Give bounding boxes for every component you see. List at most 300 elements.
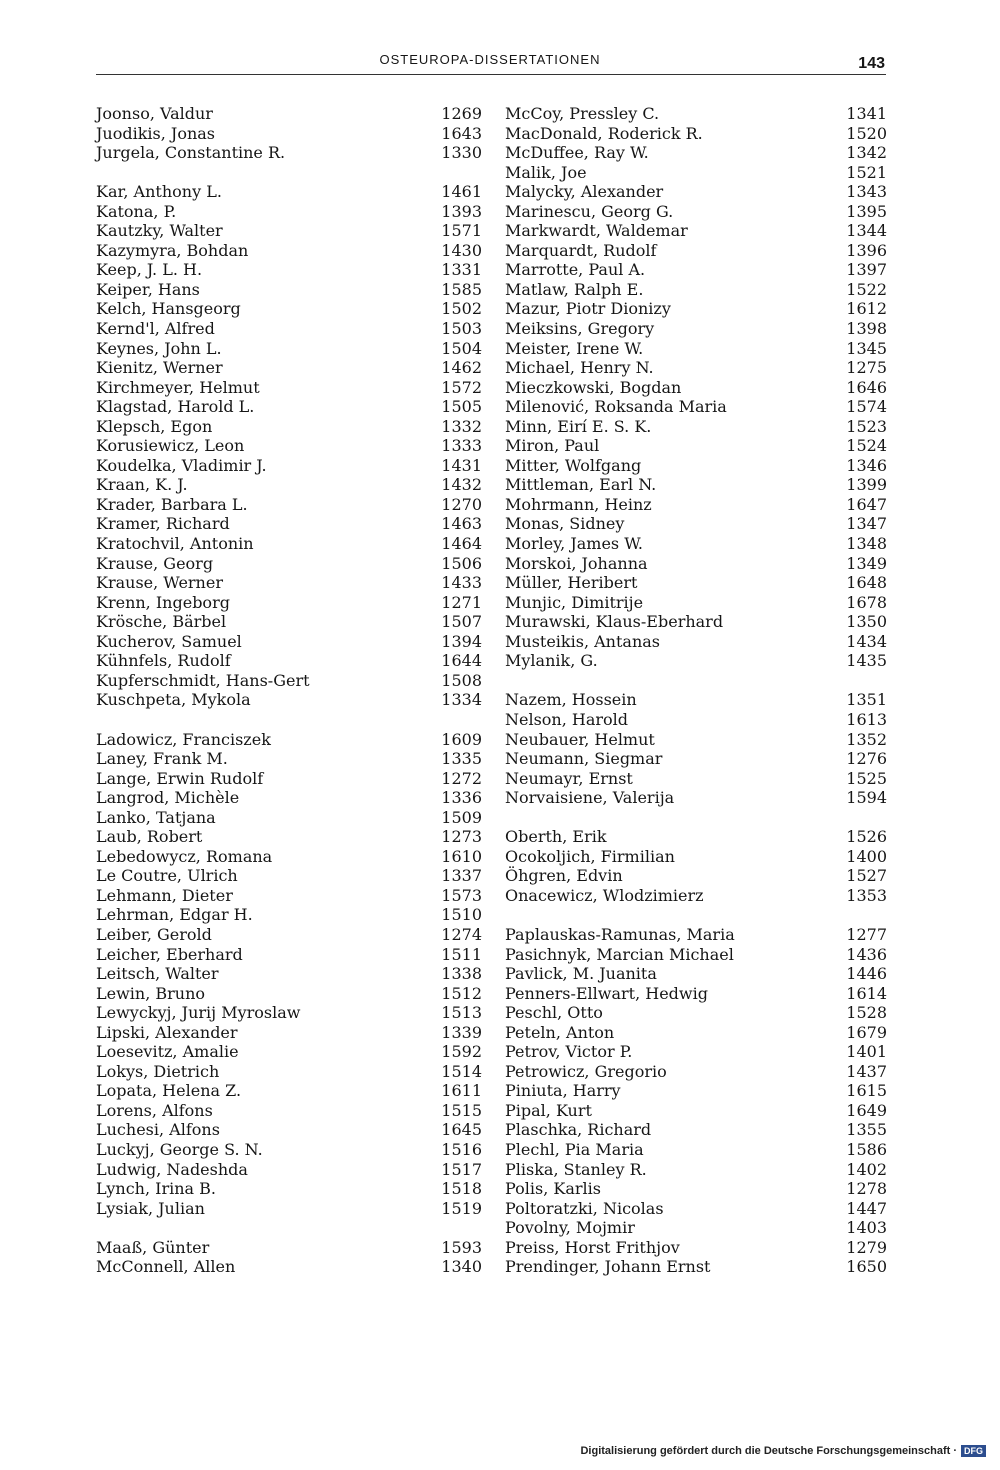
entry-number: 1402: [846, 1159, 887, 1179]
author-name: Kuschpeta, Mykola: [96, 690, 251, 710]
author-name: Öhgren, Edvin: [505, 866, 623, 886]
author-name: Plechl, Pia Maria: [505, 1139, 644, 1159]
entry-number: 1330: [441, 143, 482, 163]
entry-number: 1446: [846, 964, 887, 984]
entry-number: 1333: [441, 436, 482, 456]
author-name: Kucherov, Samuel: [96, 631, 242, 651]
index-entry: [505, 612, 887, 632]
index-entry: [96, 1160, 482, 1180]
entry-number: 1505: [441, 397, 482, 417]
entry-number: 1585: [441, 279, 482, 299]
author-name: Leiber, Gerold: [96, 924, 212, 944]
entry-number: 1279: [846, 1237, 887, 1257]
index-entry: [505, 1257, 887, 1277]
author-name: Kelch, Hansgeorg: [96, 299, 241, 319]
entry-number: 1644: [441, 651, 482, 671]
entry-number: 1646: [846, 377, 887, 397]
entry-number: 1337: [441, 866, 482, 886]
index-entry: [505, 945, 887, 965]
author-name: Luchesi, Alfons: [96, 1120, 220, 1140]
author-name: Luckyj, George S. N.: [96, 1139, 263, 1159]
author-name: McCoy, Pressley C.: [505, 104, 660, 123]
index-entry: [505, 339, 887, 359]
index-entry: [96, 397, 482, 417]
author-name: McDuffee, Ray W.: [505, 143, 649, 163]
index-entry: [96, 671, 482, 691]
entry-number: 1340: [441, 1257, 482, 1277]
entry-number: 1355: [846, 1120, 887, 1140]
index-entry: [96, 378, 482, 398]
index-entry: [505, 1003, 887, 1023]
index-entry: [505, 1218, 887, 1238]
index-entry: [505, 1179, 887, 1199]
index-entry: [505, 378, 887, 398]
entry-number: 1462: [441, 358, 482, 378]
author-name: Katona, P.: [96, 201, 177, 221]
author-name: Povolny, Mojmir: [505, 1218, 635, 1238]
author-name: Müller, Heribert: [505, 573, 638, 593]
index-entry: [96, 514, 482, 534]
author-name: Lopata, Helena Z.: [96, 1081, 242, 1101]
author-name: Miron, Paul: [505, 436, 600, 456]
author-name: Lokys, Dietrich: [96, 1061, 220, 1081]
entry-number: 1430: [441, 240, 482, 260]
entry-number: 1343: [846, 182, 887, 202]
index-entry: [96, 886, 482, 906]
index-entry: [96, 593, 482, 613]
index-entry: [505, 1238, 887, 1258]
entry-number: 1527: [846, 866, 887, 886]
entry-number: 1593: [441, 1237, 482, 1257]
author-name: Kraan, K. J.: [96, 475, 188, 495]
entry-number: 1650: [846, 1257, 887, 1277]
index-entry: [505, 847, 887, 867]
author-name: Kazymyra, Bohdan: [96, 240, 249, 260]
entry-number: 1399: [846, 475, 887, 495]
index-entry: [505, 593, 887, 613]
index-entry: [96, 964, 482, 984]
entry-number: 1525: [846, 768, 887, 788]
author-name: Penners-Ellwart, Hedwig: [505, 983, 708, 1003]
author-name: Pipal, Kurt: [505, 1100, 592, 1120]
index-entry: [505, 475, 887, 495]
author-name: Michael, Henry N.: [505, 358, 654, 378]
entry-number: 1610: [441, 846, 482, 866]
index-entry: [505, 827, 887, 847]
entry-number: 1503: [441, 319, 482, 339]
entry-number: 1517: [441, 1159, 482, 1179]
index-entry: [96, 866, 482, 886]
entry-number: 1344: [846, 221, 887, 241]
index-entry: [505, 182, 887, 202]
entry-number: 1614: [846, 983, 887, 1003]
index-entry: [96, 984, 482, 1004]
entry-number: 1436: [846, 944, 887, 964]
index-entry: [505, 749, 887, 769]
author-name: Lanko, Tatjana: [96, 807, 216, 827]
index-entry: [505, 436, 887, 456]
entry-number: 1393: [441, 201, 482, 221]
right-index-column: [505, 104, 887, 1277]
author-name: Plaschka, Richard: [505, 1120, 652, 1140]
index-entry: [505, 964, 887, 984]
index-entry: [96, 905, 482, 925]
entry-number: 1335: [441, 749, 482, 769]
author-name: Nazem, Hossein: [505, 690, 637, 710]
index-entry: [505, 651, 887, 671]
author-name: Le Coutre, Ulrich: [96, 866, 238, 886]
entry-number: 1272: [441, 768, 482, 788]
index-entry: [96, 690, 482, 710]
author-name: Krause, Georg: [96, 553, 214, 573]
index-entry: [96, 143, 482, 163]
entry-number: 1522: [846, 279, 887, 299]
author-name: Keep, J. L. H.: [96, 260, 203, 280]
index-entry: [96, 260, 482, 280]
index-entry: [505, 905, 887, 925]
author-name: Musteikis, Antanas: [505, 631, 660, 651]
author-name: Krause, Werner: [96, 573, 223, 593]
author-name: Ludwig, Nadeshda: [96, 1159, 248, 1179]
index-entry: [96, 710, 482, 730]
index-entry: [96, 104, 482, 124]
index-entry: [96, 1101, 482, 1121]
index-entry: [96, 1042, 482, 1062]
index-entry: [505, 886, 887, 906]
author-name: Kratochvil, Antonin: [96, 534, 254, 554]
author-name: Neubauer, Helmut: [505, 729, 655, 749]
author-name: Mazur, Piotr Dionizy: [505, 299, 671, 319]
author-name: Lehrman, Edgar H.: [96, 905, 253, 925]
author-name: Leitsch, Walter: [96, 964, 219, 984]
index-entry: [96, 847, 482, 867]
author-name: Neumayr, Ernst: [505, 768, 633, 788]
entry-number: 1520: [846, 123, 887, 143]
index-entry: [96, 1140, 482, 1160]
index-entry: [505, 554, 887, 574]
index-entry: [96, 632, 482, 652]
author-name: Lysiak, Julian: [96, 1198, 205, 1218]
entry-number: 1351: [846, 690, 887, 710]
index-entry: [505, 573, 887, 593]
entry-number: 1572: [441, 377, 482, 397]
index-entry: [505, 143, 887, 163]
author-name: Polis, Karlis: [505, 1179, 601, 1199]
author-name: Marquardt, Rudolf: [505, 240, 657, 260]
entry-number: 1613: [846, 709, 887, 729]
entry-number: 1574: [846, 397, 887, 417]
entry-number: 1274: [441, 924, 482, 944]
entry-number: 1341: [846, 104, 887, 123]
entry-number: 1648: [846, 573, 887, 593]
entry-number: 1346: [846, 455, 887, 475]
author-name: Krenn, Ingeborg: [96, 592, 230, 612]
index-entry: [505, 534, 887, 554]
entry-number: 1647: [846, 494, 887, 514]
entry-number: 1512: [441, 983, 482, 1003]
author-name: Neumann, Siegmar: [505, 749, 663, 769]
running-header-title: OSTEUROPA-DISSERTATIONEN: [379, 52, 601, 67]
entry-number: 1678: [846, 592, 887, 612]
index-entry: [505, 1199, 887, 1219]
author-name: Munjic, Dimitrije: [505, 592, 644, 612]
author-name: Milenović, Roksanda Maria: [505, 397, 727, 417]
index-entry: [96, 612, 482, 632]
author-name: Pavlick, M. Juanita: [505, 964, 657, 984]
author-name: Leicher, Eberhard: [96, 944, 243, 964]
entry-number: 1348: [846, 534, 887, 554]
author-name: Laney, Frank M.: [96, 749, 228, 769]
entry-number: 1276: [846, 749, 887, 769]
index-entry: [96, 534, 482, 554]
author-name: Lehmann, Dieter: [96, 885, 233, 905]
author-name: Norvaisiene, Valerija: [505, 788, 675, 808]
author-name: Lewyckyj, Jurij Myroslaw: [96, 1003, 301, 1023]
index-entry: [505, 417, 887, 437]
author-name: Nelson, Harold: [505, 709, 629, 729]
index-entry: [96, 1003, 482, 1023]
index-entry: [96, 554, 482, 574]
index-entry: [505, 456, 887, 476]
entry-number: 1571: [441, 221, 482, 241]
entry-number: 1679: [846, 1022, 887, 1042]
index-entry: [96, 319, 482, 339]
author-name: Lynch, Irina B.: [96, 1179, 216, 1199]
author-name: Langrod, Michèle: [96, 788, 240, 808]
entry-number: 1523: [846, 416, 887, 436]
author-name: Peschl, Otto: [505, 1003, 603, 1023]
entry-number: 1336: [441, 788, 482, 808]
entry-number: 1342: [846, 143, 887, 163]
index-entry: [505, 1042, 887, 1062]
index-entry: [96, 730, 482, 750]
author-name: Mieczkowski, Bogdan: [505, 377, 682, 397]
entry-number: 1519: [441, 1198, 482, 1218]
index-entry: [505, 690, 887, 710]
entry-number: 1331: [441, 260, 482, 280]
entry-number: 1612: [846, 299, 887, 319]
index-entry: [505, 671, 887, 691]
index-entry: [96, 202, 482, 222]
index-entry: [505, 241, 887, 261]
entry-number: 1397: [846, 260, 887, 280]
entry-number: 1269: [441, 104, 482, 123]
author-name: Lorens, Alfons: [96, 1100, 213, 1120]
entry-number: 1332: [441, 416, 482, 436]
index-entry: [96, 945, 482, 965]
author-name: Mittleman, Earl N.: [505, 475, 657, 495]
author-name: Pliska, Stanley R.: [505, 1159, 647, 1179]
index-entry: [96, 788, 482, 808]
entry-number: 1464: [441, 534, 482, 554]
author-name: Maaß, Günter: [96, 1237, 210, 1257]
entry-number: 1433: [441, 573, 482, 593]
index-entry: [96, 1218, 482, 1238]
entry-number: 1586: [846, 1139, 887, 1159]
entry-number: 1334: [441, 690, 482, 710]
index-entry: [505, 925, 887, 945]
author-name: Laub, Robert: [96, 827, 203, 847]
index-entry: [505, 299, 887, 319]
left-index-column: [96, 104, 482, 1277]
author-name: Pasichnyk, Marcian Michael: [505, 944, 734, 964]
index-entry: [96, 475, 482, 495]
entry-number: 1400: [846, 846, 887, 866]
entry-number: 1513: [441, 1003, 482, 1023]
entry-number: 1338: [441, 964, 482, 984]
entry-number: 1435: [846, 651, 887, 671]
index-entry: [96, 124, 482, 144]
entry-number: 1463: [441, 514, 482, 534]
author-name: Kar, Anthony L.: [96, 182, 222, 202]
author-name: Meiksins, Gregory: [505, 319, 655, 339]
index-entry: [96, 651, 482, 671]
entry-number: 1609: [441, 729, 482, 749]
author-name: Korusiewicz, Leon: [96, 436, 245, 456]
entry-number: 1592: [441, 1042, 482, 1062]
author-name: Prendinger, Johann Ernst: [505, 1257, 711, 1277]
author-name: Kautzky, Walter: [96, 221, 223, 241]
index-entry: [505, 710, 887, 730]
author-name: Morskoi, Johanna: [505, 553, 648, 573]
author-name: Ladowicz, Franciszek: [96, 729, 271, 749]
index-entry: [505, 221, 887, 241]
author-name: Mitter, Wolfgang: [505, 455, 642, 475]
author-name: Morley, James W.: [505, 534, 643, 554]
index-entry: [505, 124, 887, 144]
index-entry: [505, 1023, 887, 1043]
index-entry: [96, 1199, 482, 1219]
index-entry: [96, 163, 482, 183]
entry-number: 1275: [846, 358, 887, 378]
index-entry: [505, 1101, 887, 1121]
index-entry: [505, 397, 887, 417]
entry-number: 1461: [441, 182, 482, 202]
author-name: Markwardt, Waldemar: [505, 221, 688, 241]
index-entry: [96, 417, 482, 437]
index-entry: [96, 1120, 482, 1140]
entry-number: 1526: [846, 827, 887, 847]
entry-number: 1401: [846, 1042, 887, 1062]
index-entry: [96, 495, 482, 515]
author-name: Jurgela, Constantine R.: [96, 143, 286, 163]
entry-number: 1339: [441, 1022, 482, 1042]
index-entry: [505, 984, 887, 1004]
author-name: Lebedowycz, Romana: [96, 846, 273, 866]
author-name: Keiper, Hans: [96, 279, 200, 299]
index-entry: [96, 769, 482, 789]
index-entry: [96, 1023, 482, 1043]
index-entry: [96, 1081, 482, 1101]
author-name: Malik, Joe: [505, 162, 587, 182]
entry-number: 1508: [441, 670, 482, 690]
author-name: McConnell, Allen: [96, 1257, 236, 1277]
index-entry: [96, 808, 482, 828]
index-entry: [96, 339, 482, 359]
index-entry: [505, 202, 887, 222]
author-name: Krösche, Bärbel: [96, 612, 227, 632]
author-name: Juodikis, Jonas: [96, 123, 216, 143]
author-name: Preiss, Horst Frithjov: [505, 1237, 680, 1257]
index-entry: [96, 182, 482, 202]
index-entry: [505, 788, 887, 808]
author-name: Poltoratzki, Nicolas: [505, 1198, 664, 1218]
entry-number: 1350: [846, 612, 887, 632]
author-name: Joonso, Valdur: [96, 104, 213, 123]
index-entry: [505, 163, 887, 183]
entry-number: 1611: [441, 1081, 482, 1101]
index-entry: [505, 280, 887, 300]
author-name: Oberth, Erik: [505, 827, 607, 847]
author-name: Kernd'l, Alfred: [96, 319, 215, 339]
entry-number: 1506: [441, 553, 482, 573]
index-entry: [505, 808, 887, 828]
index-entry: [96, 1062, 482, 1082]
author-name: Ocokoljich, Firmilian: [505, 846, 675, 866]
entry-number: 1515: [441, 1100, 482, 1120]
index-entry: [96, 827, 482, 847]
entry-number: 1594: [846, 788, 887, 808]
entry-number: 1447: [846, 1198, 887, 1218]
author-name: Monas, Sidney: [505, 514, 625, 534]
index-entry: [96, 573, 482, 593]
index-entry: [96, 749, 482, 769]
index-entry: [96, 1179, 482, 1199]
index-entry: [505, 1120, 887, 1140]
index-entry: [505, 730, 887, 750]
author-name: Lange, Erwin Rudolf: [96, 768, 264, 788]
author-name: Klepsch, Egon: [96, 416, 213, 436]
entry-number: 1573: [441, 885, 482, 905]
entry-number: 1434: [846, 631, 887, 651]
author-name: Mohrmann, Heinz: [505, 494, 652, 514]
index-entry: [505, 1160, 887, 1180]
entry-number: 1278: [846, 1179, 887, 1199]
author-name: Minn, Eirí E. S. K.: [505, 416, 652, 436]
index-entry: [96, 436, 482, 456]
entry-number: 1277: [846, 924, 887, 944]
index-entry: [96, 221, 482, 241]
entry-number: 1398: [846, 319, 887, 339]
author-name: Kirchmeyer, Helmut: [96, 377, 260, 397]
index-entry: [505, 514, 887, 534]
index-entry: [505, 358, 887, 378]
author-name: Klagstad, Harold L.: [96, 397, 255, 417]
entry-number: 1431: [441, 455, 482, 475]
author-name: Loesevitz, Amalie: [96, 1042, 239, 1062]
index-entry: [96, 925, 482, 945]
author-name: Kienitz, Werner: [96, 358, 223, 378]
author-name: Malycky, Alexander: [505, 182, 664, 202]
entry-number: 1509: [441, 807, 482, 827]
author-name: Petrowicz, Gregorio: [505, 1061, 667, 1081]
index-entry: [505, 1140, 887, 1160]
author-name: Paplauskas-Ramunas, Maria: [505, 924, 735, 944]
entry-number: 1347: [846, 514, 887, 534]
footer-text: Digitalisierung gefördert durch die Deutsche Forschungsgemeinschaft ·: [580, 1445, 957, 1457]
entry-number: 1437: [846, 1061, 887, 1081]
index-entry: [96, 241, 482, 261]
entry-number: 1394: [441, 631, 482, 651]
entry-number: 1270: [441, 494, 482, 514]
index-entry: [505, 104, 887, 124]
author-name: Lipski, Alexander: [96, 1022, 238, 1042]
author-name: Matlaw, Ralph E.: [505, 279, 644, 299]
author-name: Peteln, Anton: [505, 1022, 615, 1042]
entry-number: 1615: [846, 1081, 887, 1101]
index-entry: [505, 769, 887, 789]
digitization-footer: [580, 1445, 986, 1457]
